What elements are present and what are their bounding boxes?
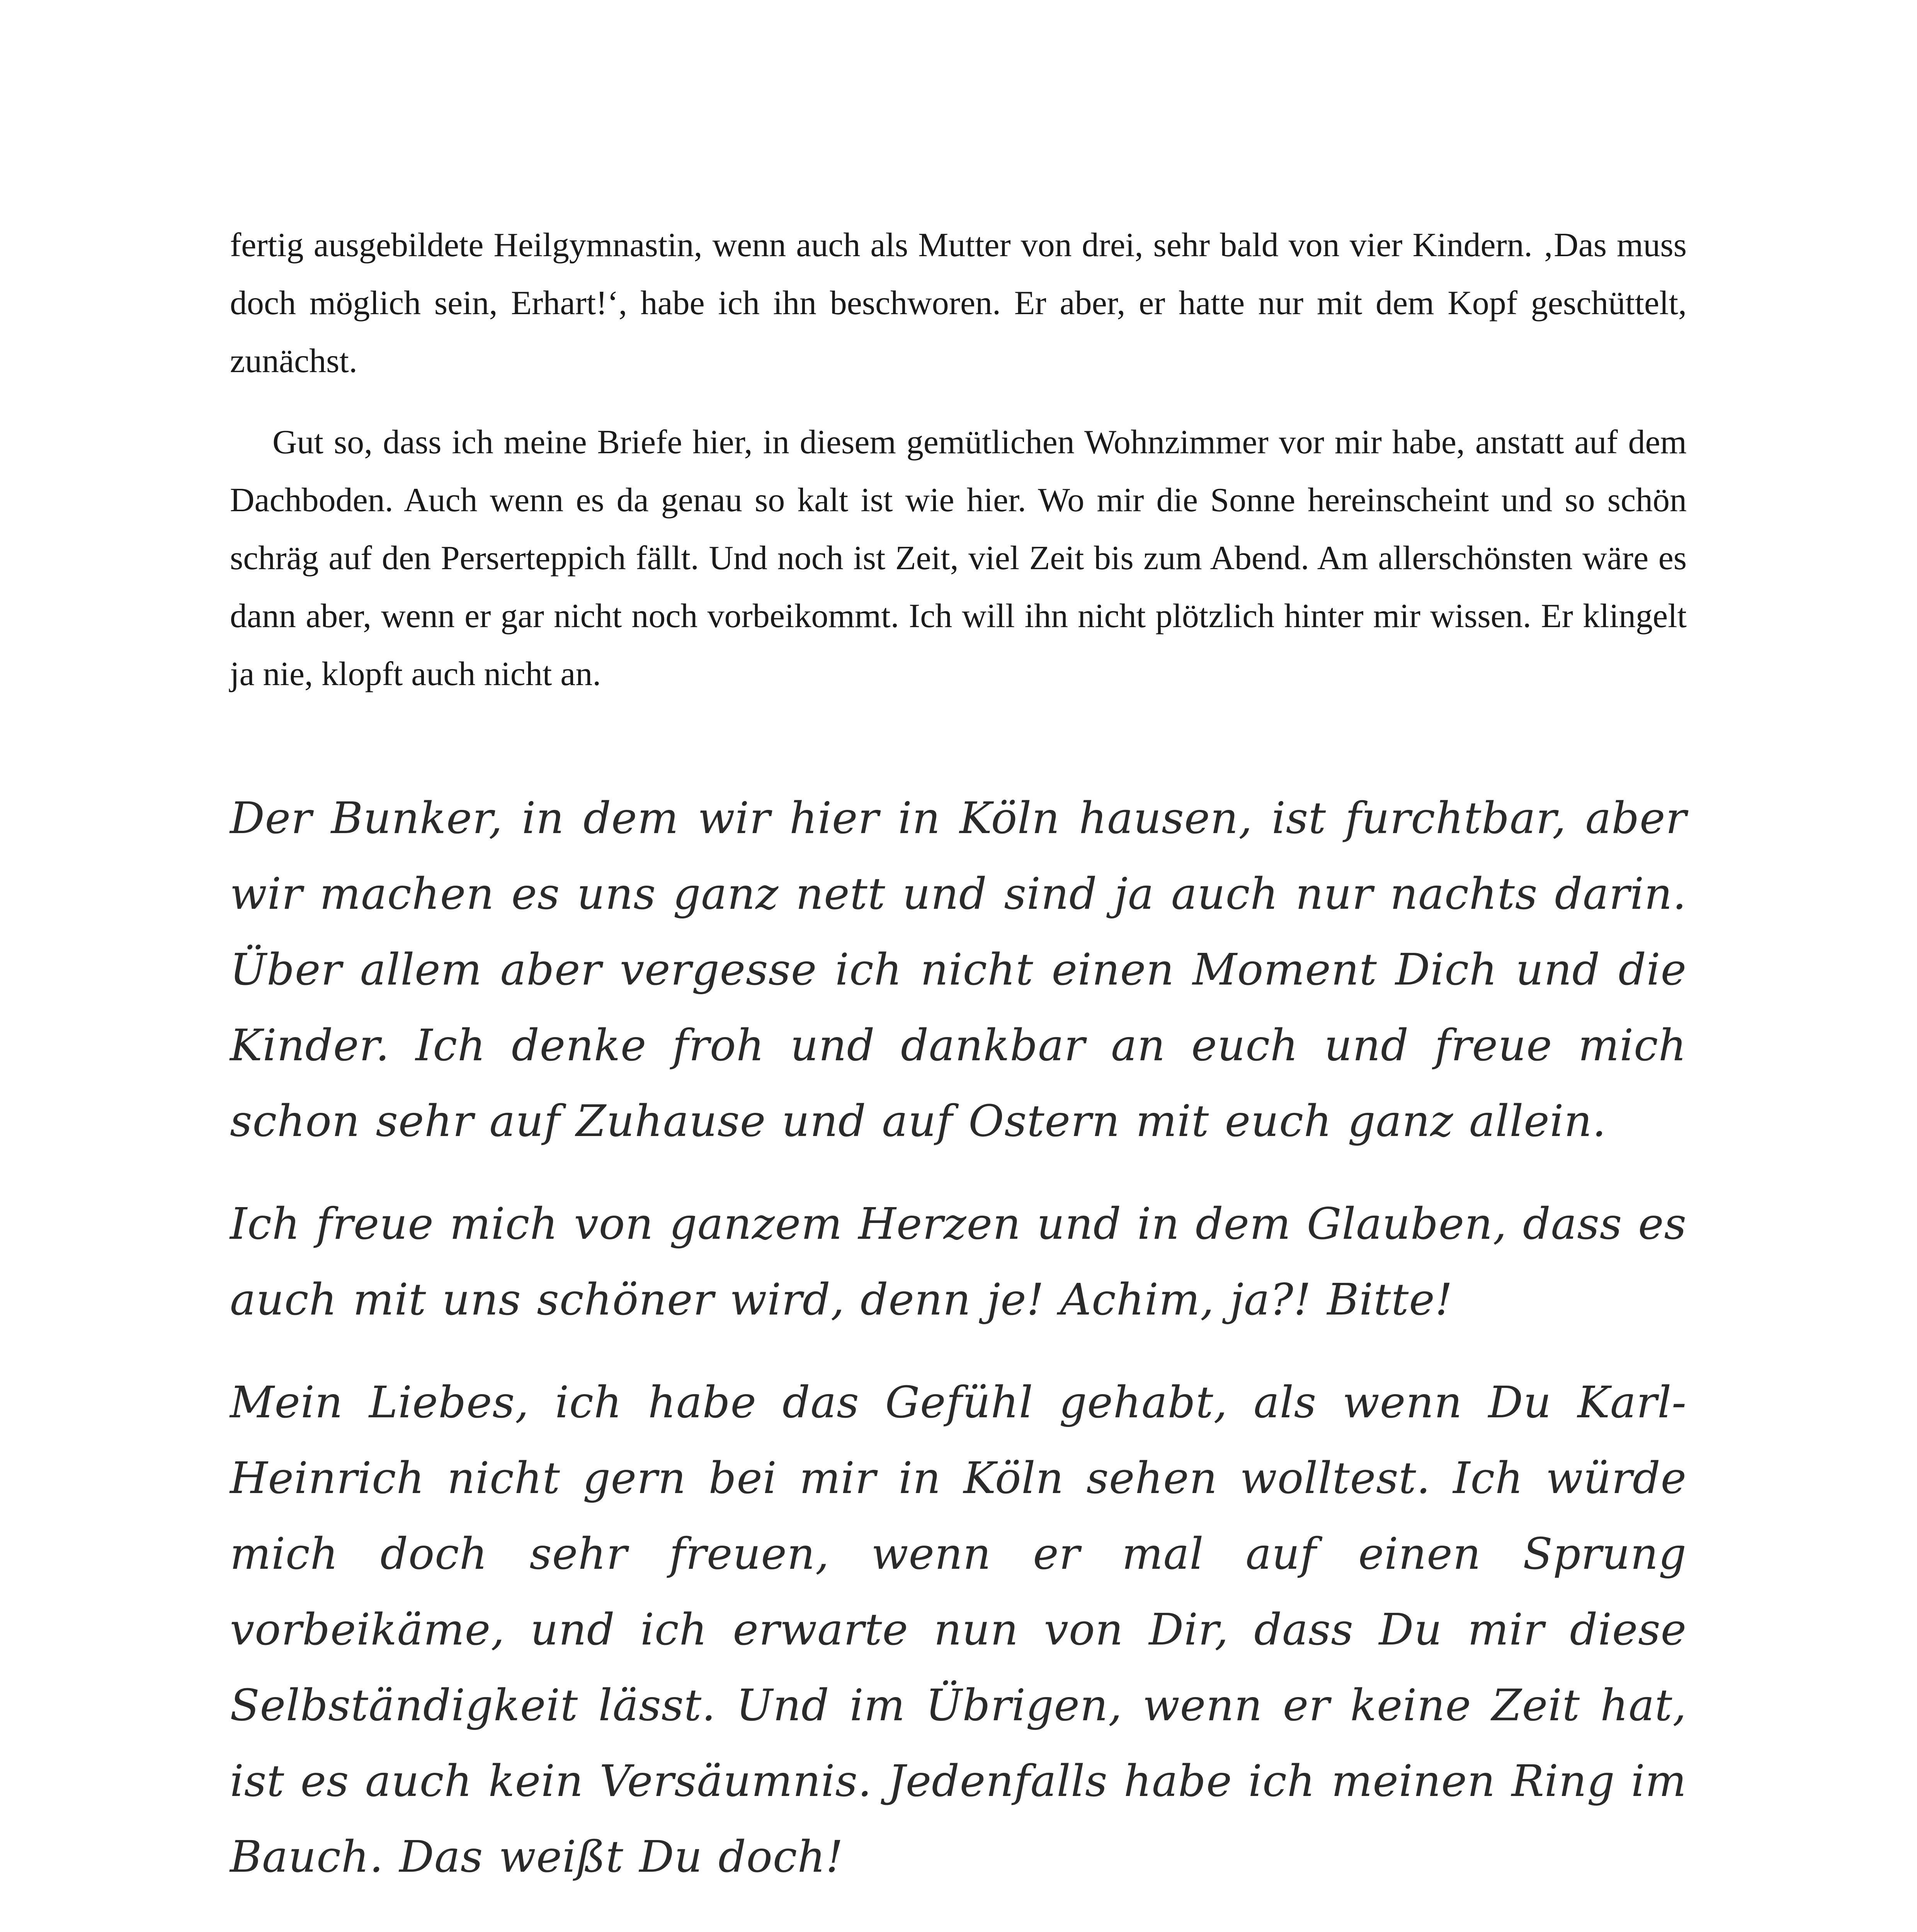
body-paragraph-2: Gut so, dass ich meine Briefe hier, in diesem gemütlichen Wohnzimmer vor mir habe, anstatt auf dem Dachboden. Auch wenn es da genau so kalt ist wie hier. Wo mir die Sonne hereinscheint und so schön schräg auf den Perserteppich fällt. Und noch ist Zeit, viel Zeit bis zum Abend. Am allerschönsten wäre es dann aber, wenn er gar nicht noch vorbeikommt. Ich will ihn nicht plötzlich hinter mir wissen. Er klingelt ja nie, klopft auch nicht an. (230, 423, 1687, 693)
letter-quote-3: Mein Liebes, ich habe das Gefühl gehabt, als wenn Du Karl-Heinrich nicht gern bei mir in Köln sehen wolltest. Ich würde mich doch sehr freuen, wenn er mal auf einen Sprung vorbeikäme, und ich erwarte nun von Dir, dass Du mir diese Selbständigkeit lässt. Und im Übrigen, wenn er keine Zeit hat, ist es auch kein Versäumnis. Jedenfalls habe ich meinen Ring im Bauch. Das weißt Du doch! (230, 1378, 1687, 1882)
letter-quote-4 (230, 1922, 1687, 1932)
body-paragraph-1: fertig ausgebildete Heilgymnastin, wenn auch als Mutter von drei, sehr bald von vier Kindern. ‚Das muss doch möglich sein, Erhart!‘, habe ich ihn beschworen. Er aber, er hatte nur mit dem Kopf geschüttelt, zunächst. (230, 226, 1687, 380)
page-body (230, 216, 1687, 1932)
letter-quote-2: Ich freue mich von ganzem Herzen und in dem Glauben, dass es auch mit uns schöner wird, denn je! Achim, ja?! Bitte! (230, 1199, 1687, 1325)
letter-quote-1: Der Bunker, in dem wir hier in Köln hausen, ist furchtbar, aber wir machen es uns ganz nett und sind ja auch nur nachts darin. Über allem aber vergesse ich nicht einen Moment Dich und die Kinder. Ich denke froh und dankbar an euch und freue mich schon sehr auf Zuhause und auf Ostern mit euch ganz allein. (230, 793, 1687, 1146)
